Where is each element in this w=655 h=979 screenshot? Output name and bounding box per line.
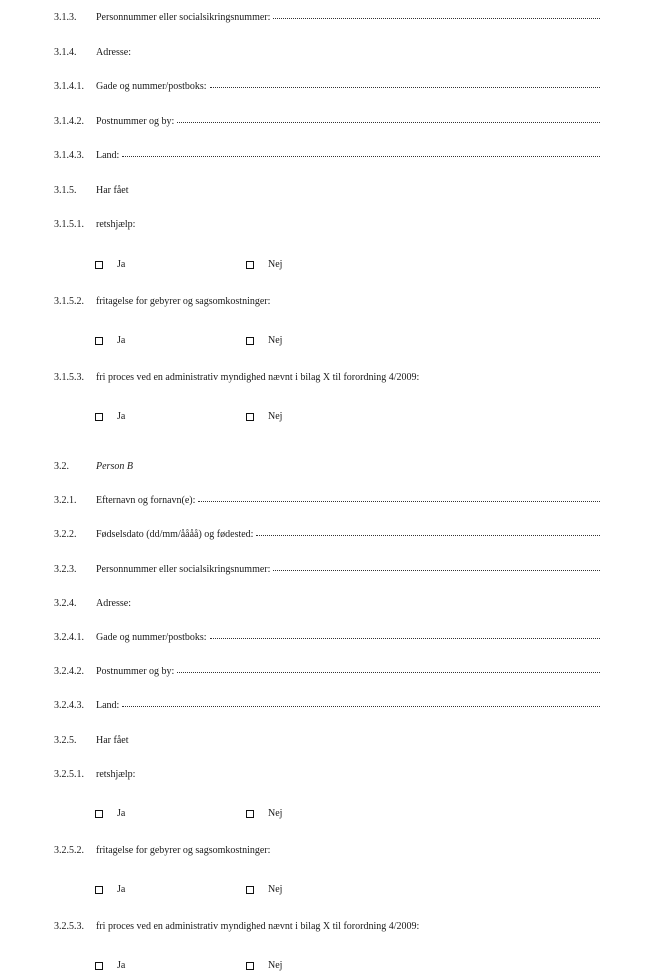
item-number: 3.2.5.3.	[54, 921, 84, 932]
checkbox-icon[interactable]	[95, 886, 103, 894]
checkbox-no[interactable]	[246, 808, 282, 819]
item-label: Adresse:	[96, 47, 131, 58]
fill-line[interactable]	[177, 121, 600, 123]
item-number: 3.2.	[54, 461, 69, 472]
item-number: 3.1.4.2.	[54, 116, 84, 127]
checkbox-icon[interactable]	[95, 413, 103, 421]
fill-line[interactable]	[273, 569, 600, 571]
field-3-1-4	[54, 47, 600, 58]
field-3-1-4-3	[54, 150, 600, 161]
item-label: Gade og nummer/postboks:	[96, 632, 207, 643]
item-number: 3.2.4.3.	[54, 700, 84, 711]
fill-line[interactable]	[122, 155, 600, 157]
item-number: 3.2.1.	[54, 495, 77, 506]
item-label: Efternavn og fornavn(e):	[96, 495, 196, 506]
fill-line[interactable]	[210, 86, 600, 88]
item-number: 3.2.5.	[54, 735, 77, 746]
checkbox-label: Nej	[268, 960, 283, 971]
checkbox-icon[interactable]	[95, 337, 103, 345]
checkbox-icon[interactable]	[95, 261, 103, 269]
item-label: Personnummer eller socialsikringsnummer:	[96, 12, 271, 23]
item-label: Postnummer og by:	[96, 666, 175, 677]
item-number: 3.2.5.2.	[54, 845, 84, 856]
checkbox-label: Ja	[117, 411, 126, 422]
field-3-2-4-1	[54, 632, 600, 643]
fill-line[interactable]	[210, 637, 600, 639]
checkbox-label: Ja	[117, 884, 126, 895]
item-label: Land:	[96, 150, 120, 161]
item-label: Har fået	[96, 735, 129, 746]
field-3-1-5-2	[54, 296, 600, 307]
checkbox-label: Nej	[268, 259, 283, 270]
checkbox-yes[interactable]	[95, 960, 125, 971]
item-number: 3.2.4.	[54, 598, 77, 609]
field-3-2-5-1	[54, 769, 600, 780]
checkbox-label: Nej	[268, 411, 283, 422]
field-3-2-1	[54, 495, 600, 506]
checkbox-label: Nej	[268, 808, 283, 819]
item-number: 3.2.4.1.	[54, 632, 84, 643]
item-label: retshjælp:	[96, 219, 136, 230]
item-number: 3.1.4.1.	[54, 81, 84, 92]
item-label: fri proces ved en administrativ myndighed nævnt i bilag X til forordning 4/2009:	[96, 921, 420, 932]
item-number: 3.1.5.	[54, 185, 77, 196]
item-number: 3.1.4.	[54, 47, 77, 58]
checkbox-icon[interactable]	[246, 261, 254, 269]
field-3-2-5-3	[54, 921, 600, 932]
checkbox-icon[interactable]	[246, 810, 254, 818]
checkbox-yes[interactable]	[95, 884, 125, 895]
field-3-2-3	[54, 564, 600, 575]
item-label: fritagelse for gebyrer og sagsomkostninger:	[96, 845, 271, 856]
item-number: 3.1.4.3.	[54, 150, 84, 161]
item-number: 3.1.5.1.	[54, 219, 84, 230]
item-label: retshjælp:	[96, 769, 136, 780]
checkbox-no[interactable]	[246, 335, 282, 346]
fill-line[interactable]	[198, 500, 600, 502]
fill-line[interactable]	[122, 705, 600, 707]
checkbox-label: Ja	[117, 259, 126, 270]
item-label: Adresse:	[96, 598, 131, 609]
checkbox-label: Ja	[117, 808, 126, 819]
fill-line[interactable]	[273, 17, 600, 19]
item-number: 3.1.3.	[54, 12, 77, 23]
checkbox-label: Nej	[268, 884, 283, 895]
checkbox-icon[interactable]	[246, 886, 254, 894]
fill-line[interactable]	[256, 534, 600, 536]
field-3-2-5	[54, 735, 600, 746]
field-3-2-4-3	[54, 700, 600, 711]
field-3-1-4-1	[54, 81, 600, 92]
item-label: Fødselsdato (dd/mm/åååå) og fødested:	[96, 529, 254, 540]
checkbox-label: Ja	[117, 335, 126, 346]
field-3-2-4-2	[54, 666, 600, 677]
field-3-1-5-1	[54, 219, 600, 230]
field-3-2-2	[54, 529, 600, 540]
checkbox-yes[interactable]	[95, 411, 125, 422]
checkbox-no[interactable]	[246, 259, 282, 270]
item-label: Personnummer eller socialsikringsnummer:	[96, 564, 271, 575]
checkbox-icon[interactable]	[95, 810, 103, 818]
section-3-2	[54, 461, 600, 472]
item-label: Land:	[96, 700, 120, 711]
item-number: 3.1.5.3.	[54, 372, 84, 383]
item-label: fritagelse for gebyrer og sagsomkostninger:	[96, 296, 271, 307]
item-number: 3.2.4.2.	[54, 666, 84, 677]
fill-line[interactable]	[177, 671, 600, 673]
checkbox-label: Ja	[117, 960, 126, 971]
item-label: Gade og nummer/postboks:	[96, 81, 207, 92]
item-label: Postnummer og by:	[96, 116, 175, 127]
item-number: 3.1.5.2.	[54, 296, 84, 307]
field-3-2-5-2	[54, 845, 600, 856]
field-3-1-5-3	[54, 372, 600, 383]
item-number: 3.2.2.	[54, 529, 77, 540]
checkbox-no[interactable]	[246, 960, 282, 971]
field-3-2-4	[54, 598, 600, 609]
checkbox-no[interactable]	[246, 411, 282, 422]
field-3-1-5	[54, 185, 600, 196]
checkbox-yes[interactable]	[95, 259, 125, 270]
checkbox-yes[interactable]	[95, 808, 125, 819]
checkbox-label: Nej	[268, 335, 283, 346]
item-number: 3.2.3.	[54, 564, 77, 575]
checkbox-icon[interactable]	[246, 413, 254, 421]
checkbox-icon[interactable]	[95, 962, 103, 970]
item-label: fri proces ved en administrativ myndighed nævnt i bilag X til forordning 4/2009:	[96, 372, 420, 383]
field-3-1-4-2	[54, 116, 600, 127]
checkbox-icon[interactable]	[246, 337, 254, 345]
item-label: Har fået	[96, 185, 129, 196]
checkbox-yes[interactable]	[95, 335, 125, 346]
checkbox-no[interactable]	[246, 884, 282, 895]
section-heading: Person B	[96, 461, 133, 472]
item-number: 3.2.5.1.	[54, 769, 84, 780]
field-3-1-3	[54, 12, 600, 23]
checkbox-icon[interactable]	[246, 962, 254, 970]
